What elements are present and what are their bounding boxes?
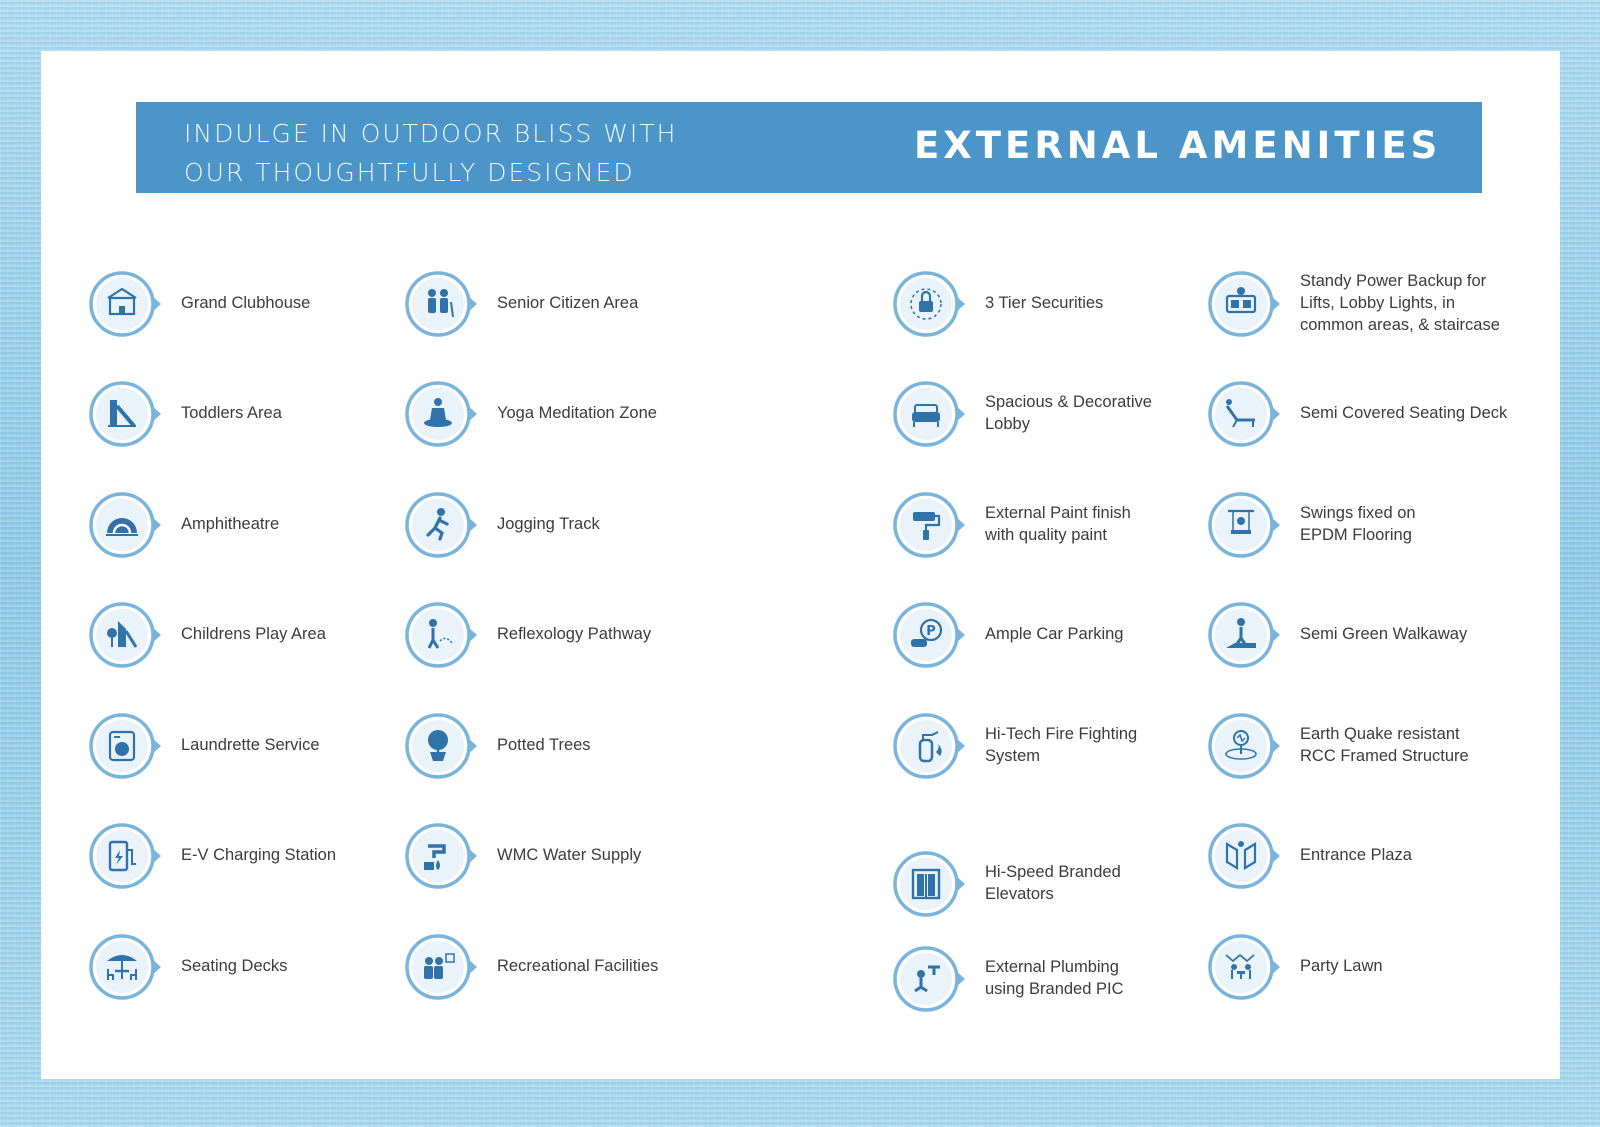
recreation-icon [405, 932, 485, 1002]
amenity-item [893, 843, 1233, 923]
amenity-label: E-V Charging Station [181, 846, 337, 864]
amenity-label: 3 Tier Securities [985, 294, 1104, 312]
fire-extinguisher-icon [893, 711, 973, 781]
amenity-label: Hi-Tech Fire Fighting System [985, 725, 1138, 765]
washing-machine-icon [89, 711, 169, 781]
amenity-item [1208, 373, 1548, 453]
banner-tagline: INDULGE IN OUTDOOR BLISS WITH OUR THOUGHTFULLY DESIGNED [184, 119, 678, 187]
amenity-label: Potted Trees [497, 736, 591, 754]
amenity-label: Semi Covered Seating Deck [1300, 404, 1508, 422]
amenity-item [89, 373, 429, 453]
party-lawn-icon [1208, 932, 1288, 1002]
amenity-item [893, 705, 1233, 785]
amenity-item [893, 373, 1233, 453]
amenity-item [405, 705, 745, 785]
swing-icon [1208, 490, 1288, 560]
amenity-label: Standy Power Backup for Lifts, Lobby Lights, in common areas, & staircase [1300, 272, 1500, 334]
amenity-label: Seating Decks [181, 957, 288, 975]
entrance-gate-icon [1208, 821, 1288, 891]
meditation-icon [405, 379, 485, 449]
amenity-label: Laundrette Service [181, 736, 320, 754]
amenity-item [89, 815, 429, 895]
svg-text:P: P [926, 624, 936, 639]
car-parking-icon [893, 600, 973, 670]
amenity-item [893, 594, 1233, 674]
amenity-item [1208, 926, 1548, 1006]
amenity-label: Party Lawn [1300, 957, 1383, 975]
banner-title: EXTERNAL AMENITIES [914, 124, 1442, 167]
slide-icon [89, 379, 169, 449]
amenity-label: Spacious & Decorative Lobby [985, 393, 1152, 433]
water-tap-icon [405, 821, 485, 891]
amenity-label: Childrens Play Area [181, 625, 326, 643]
amenity-item [893, 938, 1233, 1018]
header-banner [136, 102, 1482, 193]
amenity-label: Jogging Track [497, 515, 600, 533]
paint-roller-icon [893, 490, 973, 560]
amenity-label: Reflexology Pathway [497, 625, 652, 643]
amenity-label: Toddlers Area [181, 404, 282, 422]
amenity-label: Semi Green Walkaway [1300, 625, 1468, 643]
amenity-item [405, 594, 745, 674]
playground-icon [89, 600, 169, 670]
amenity-item [1208, 705, 1548, 785]
amenity-label: WMC Water Supply [497, 846, 642, 864]
amenity-label: Swings fixed on EPDM Flooring [1300, 504, 1416, 544]
deck-chair-icon [1208, 379, 1288, 449]
amenity-label: External Paint finish with quality paint [985, 504, 1131, 544]
amenity-label: Grand Clubhouse [181, 294, 311, 312]
amenity-item [405, 373, 745, 453]
amenity-label: Recreational Facilities [497, 957, 659, 975]
content-panel [41, 51, 1560, 1079]
amenity-item [405, 815, 745, 895]
generator-icon [1208, 269, 1288, 339]
umbrella-table-icon [89, 932, 169, 1002]
amenity-item [893, 484, 1233, 564]
amenity-item [89, 594, 429, 674]
amenity-label: Ample Car Parking [985, 625, 1124, 643]
amenity-item [1208, 594, 1548, 674]
walkway-icon [1208, 600, 1288, 670]
amenity-item [1208, 484, 1548, 564]
lobby-sofa-icon [893, 379, 973, 449]
amenity-item [89, 263, 429, 343]
reflexology-icon [405, 600, 485, 670]
senior-citizen-icon [405, 269, 485, 339]
amenity-label: Earth Quake resistant RCC Framed Structure [1300, 725, 1469, 765]
amenity-item [1208, 815, 1548, 895]
amenity-item [89, 484, 429, 564]
jogger-icon [405, 490, 485, 560]
amenity-item [405, 484, 745, 564]
amenity-item [893, 263, 1233, 343]
potted-tree-icon [405, 711, 485, 781]
amphitheatre-icon [89, 490, 169, 560]
earthquake-icon [1208, 711, 1288, 781]
amenity-item [405, 926, 745, 1006]
amenity-label: External Plumbing using Branded PIC [985, 958, 1124, 998]
amenity-label: Senior Citizen Area [497, 294, 639, 312]
amenity-label: Amphitheatre [181, 515, 280, 533]
amenity-label: Hi-Speed Branded Elevators [985, 863, 1121, 903]
amenity-item [89, 705, 429, 785]
clubhouse-icon [89, 269, 169, 339]
amenity-label: Yoga Meditation Zone [497, 404, 657, 422]
amenity-label: Entrance Plaza [1300, 846, 1412, 864]
security-lock-icon [893, 269, 973, 339]
ev-charger-icon [89, 821, 169, 891]
amenity-item [405, 263, 745, 343]
amenity-item [1208, 263, 1548, 343]
amenity-item [89, 926, 429, 1006]
plumbing-icon [893, 944, 973, 1014]
elevator-icon [893, 849, 973, 919]
